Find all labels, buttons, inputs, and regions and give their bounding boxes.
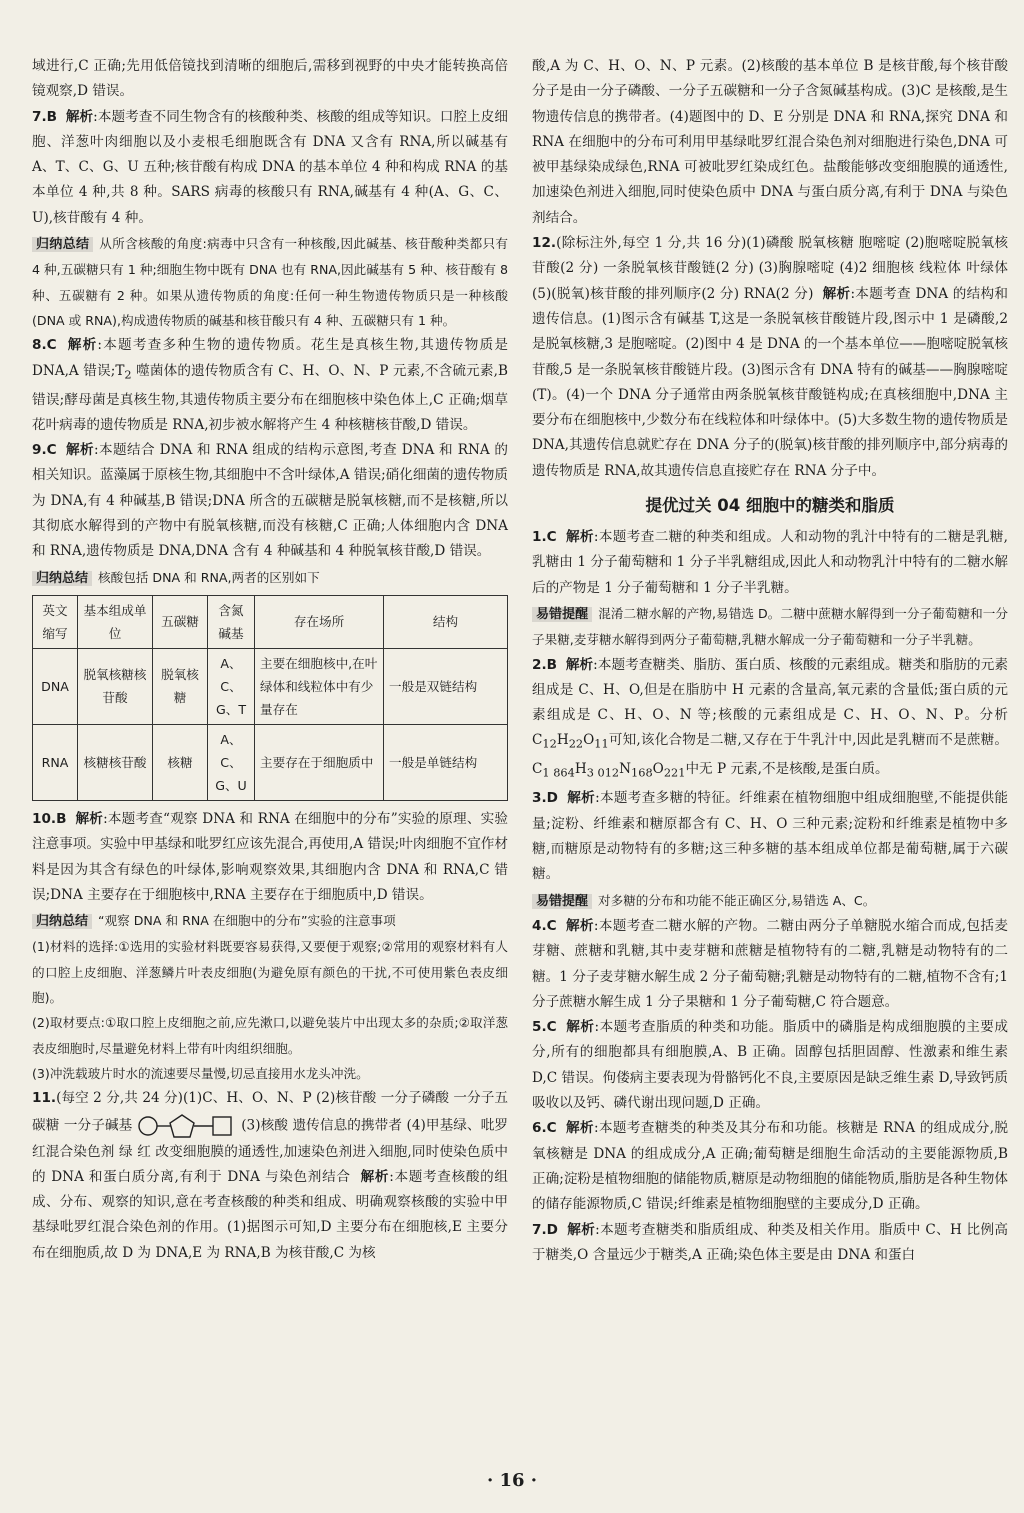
- analysis-label: 解析: [360, 1168, 390, 1185]
- answer-letter: B: [56, 810, 67, 827]
- analysis-label: 解析: [565, 529, 594, 546]
- subscript: 168: [631, 766, 653, 781]
- answer-r6: [532, 1116, 1008, 1217]
- formula-part: O: [652, 761, 664, 778]
- error-tip-2: [532, 888, 1008, 914]
- table-cell: A、C、G、T: [208, 648, 255, 724]
- table-row: [33, 724, 508, 800]
- question-number: 2.: [532, 656, 547, 673]
- answer-letter: C: [46, 337, 57, 354]
- right-continued-text: 酸,A 为 C、H、O、N、P 元素。(2)核酸的基本单位 B 是核苷酸,每个核苷酸分子是由一分子磷酸、一分子五碳糖和一分子含氮碱基构成。(3)C 是核酸,是生物遗传信息的携带者。(4)题图中的 D、E 分别是 DNA 和 RNA,探究 DNA 和 RNA 在细胞中的分布可利用甲基绿吡罗红混合染色剂对细胞进行染色,DNA 可被甲基绿染成绿色,RNA 可被吡罗红染成红色。盐酸能够改变细胞膜的通透性,加速染色剂进入细胞,同时使染色质中 DNA 与蛋白质分离,有利于 DNA 与染色剂结合。: [532, 58, 1008, 226]
- analysis-label: 解析: [565, 656, 594, 673]
- formula-part: H: [574, 761, 587, 778]
- analysis-text: :本题结合 DNA 和 RNA 组成的结构示意图,考查 DNA 和 RNA 的相关知识。蓝藻属于原核生物,其细胞中不含叶绿体,A 错误;硝化细菌的遗传物质为 DNA,有 4 种碱基,B 错误;DNA 所含的五碳糖是脱氧核糖,而不是核糖,所以其彻底水解得到的产物中有脱氧核糖,而没有核糖,C 正确;人体细胞内含 DNA 和 RNA,遗传物质是 DNA,DNA 含有 4 种碱基和 4 种脱氧核苷酸,D 错误。: [32, 442, 508, 560]
- left-column: [32, 54, 508, 1266]
- question-number: 3.: [532, 790, 547, 807]
- analysis-label: 解析: [75, 810, 104, 827]
- question-number: 7.: [532, 1221, 547, 1238]
- answer-8: [32, 333, 508, 438]
- answer-r7: [532, 1218, 1008, 1269]
- subscript: 2: [124, 367, 132, 382]
- table-header: 结构: [384, 595, 508, 648]
- analysis-text: :本题考查多糖的特征。纤维素在植物细胞中组成细胞壁,不能提供能量;淀粉、纤维素和糖原都含有 C、H、O 三种元素;淀粉和纤维素是植物中多糖,而糖原是动物特有的多糖;这三种多糖的基本组成单位都是葡萄糖,属于六碳糖。: [532, 790, 1008, 883]
- error-tip-tag: 易错提醒: [532, 894, 592, 909]
- note-item-2: (2)取材要点:①取口腔上皮细胞之前,应先漱口,以避免装片中出现太多的杂质;②取洋葱表皮细胞时,尽量避免材料上带有叶肉组织细胞。: [32, 1015, 508, 1056]
- question-number: 8.: [32, 337, 47, 354]
- note-item-1: (1)材料的选择:①选用的实验材料既要容易获得,又要便于观察;②常用的观察材料有人的口腔上皮细胞、洋葱鳞片叶表皮细胞(为避免原有颜色的干扰,不可使用紫色表皮细胞)。: [32, 939, 508, 1006]
- answer-r4: [532, 914, 1008, 1015]
- summary-box-1: [32, 231, 508, 333]
- answer-text: (每空 2 分,共 24 分)(1)C、H、O、N、P (2)核苷酸 一分子磷酸 一分子五碳糖 一分子碱基: [32, 1090, 508, 1134]
- note-item-3: (3)冲洗载玻片时水的流速要尽量慢,切忌直接用水龙头冲洗。: [32, 1065, 369, 1081]
- question-number: 7.: [32, 108, 47, 125]
- analysis-label: 解析: [567, 1221, 596, 1238]
- analysis-text: :本题考查二糖的种类和组成。人和动物的乳汁中特有的二糖是乳糖,乳糖由 1 分子葡萄糖和 1 分子半乳糖组成,因此人和动物乳汁中特有的二糖水解后的产物是 1 分子葡萄糖和 1 分子半乳糖。: [532, 529, 1008, 596]
- subscript: 12: [542, 737, 557, 752]
- answer-r2: [532, 653, 1008, 787]
- analysis-text: :本题考查脂质的种类和功能。脂质中的磷脂是构成细胞膜的主要成分,所有的细胞都具有细胞膜,A、B 正确。固醇包括胆固醇、性激素和维生素 D,C 错误。佝偻病主要表现为骨骼钙化不良,主要原因是缺乏维生素 D,导致钙质吸收以及钙、磷代谢出现问题,D 正确。: [532, 1019, 1009, 1112]
- subscript: 22: [568, 737, 584, 752]
- question-number: 1.: [532, 529, 547, 546]
- answer-text: (除标注外,每空 1 分,共 16 分)(1)磷酸 脱氧核糖 胞嘧啶 (2)胞嘧啶脱氧核苷酸(2 分) 一条脱氧核苷酸链(2 分) (3)胸腺嘧啶 (4)2 细胞核 线粒体 叶绿体 (5)(脱氧)核苷酸的排列顺序(2 分) RNA(2 分): [532, 235, 1008, 302]
- analysis-text: :本题考查糖类和脂质组成、种类及相关作用。脂质中 C、H 比例高于糖类,O 含量远少于糖类,A 正确;染色体主要是由 DNA 和蛋白: [532, 1221, 1009, 1263]
- table-cell: 一般是双链结构: [384, 648, 508, 724]
- pentose-pentagon: [170, 1115, 194, 1137]
- phosphate-circle: [139, 1117, 157, 1135]
- subscript: 3 012: [586, 766, 620, 781]
- analysis-label: 解析: [567, 790, 596, 807]
- answer-9: [32, 438, 508, 564]
- table-cell: DNA: [33, 648, 78, 724]
- answer-letter: C: [546, 1019, 557, 1036]
- analysis-label: 解析: [822, 285, 851, 302]
- analysis-label: 解析: [566, 1019, 595, 1036]
- answer-letter: C: [546, 529, 557, 546]
- question-number: 12.: [532, 235, 557, 252]
- analysis-text: :本题考查糖类的种类及其分布和功能。核糖是 RNA 的组成成分,脱氧核糖是 DNA 的组成成分,A 正确;葡萄糖是细胞生命活动的主要能源物质,B 正确;淀粉是植物细胞的储能物质,糖原是动物细胞的储能物质,脂肪是各种生物体的储存能源物质,C 错误;纤维素是植物细胞壁的主要成分,D 正确。: [532, 1120, 1008, 1213]
- summary-box-2: [32, 565, 508, 591]
- formula-part: H: [556, 732, 569, 749]
- analysis-label: 解析: [65, 108, 94, 125]
- analysis-label: 解析: [565, 917, 594, 934]
- answer-12: [532, 231, 1008, 484]
- analysis-label: 解析: [566, 1120, 594, 1137]
- table-header: 五碳糖: [153, 595, 208, 648]
- base-square: [213, 1117, 231, 1135]
- table-cell: 脱氧核糖核苷酸: [78, 648, 153, 724]
- table-cell: A、C、G、U: [208, 724, 255, 800]
- answer-r1: [532, 525, 1008, 601]
- summary-box-3: [32, 908, 508, 934]
- question-number: 4.: [532, 917, 547, 934]
- analysis-text: :本题考查不同生物含有的核酸种类、核酸的组成等知识。口腔上皮细胞、洋葱叶肉细胞以及小麦根毛细胞既含有 DNA 又含有 RNA,所以碱基有 A、T、C、G、U 五种;核苷酸有构成 DNA 的基本单位 4 种和构成 RNA 的基本单位 4 种,共 8 种。SARS 病毒的核酸只有 RNA,碱基有 4 种(A、G、C、U),核苷酸有 4 种。: [32, 108, 509, 226]
- section-title: 提优过关 04 细胞中的糖类和脂质: [645, 496, 895, 516]
- error-tip-tag: 易错提醒: [532, 607, 592, 622]
- error-tip-1: [532, 601, 1008, 653]
- table-header: 英文缩写: [33, 595, 78, 648]
- question-number: 5.: [532, 1019, 547, 1036]
- analysis-label: 解析: [66, 442, 95, 459]
- formula-part: N: [619, 761, 632, 778]
- subscript: 221: [663, 766, 686, 781]
- summary-tag: 归纳总结: [32, 914, 92, 929]
- dna-rna-table: [32, 595, 508, 801]
- table-header-row: [33, 595, 508, 648]
- analysis-text-end: 中无 P 元素,不是核酸,是蛋白质。: [685, 761, 889, 778]
- answer-10: [32, 807, 508, 908]
- answer-letter: B: [46, 108, 57, 125]
- table-cell: RNA: [33, 724, 78, 800]
- table-header: 含氮碱基: [208, 595, 255, 648]
- error-tip-text: 混淆二糖水解的产物,易错选 D。二糖中蔗糖水解得到一分子葡萄糖和一分子果糖,麦芽糖水解得到两分子葡萄糖,乳糖水解成一分子葡萄糖和一分子半乳糖。: [532, 605, 1008, 648]
- table-row: [33, 648, 508, 724]
- answer-letter: B: [546, 656, 557, 673]
- question-number: 6.: [532, 1120, 547, 1137]
- error-tip-text: 对多糖的分布和功能不能正确区分,易错选 A、C。: [598, 892, 876, 908]
- table-cell: 主要存在于细胞质中: [255, 724, 384, 800]
- summary-text: “观察 DNA 和 RNA 在细胞中的分布”实验的注意事项: [98, 913, 396, 929]
- table-header: 存在场所: [255, 595, 384, 648]
- question-number: 11.: [32, 1090, 57, 1107]
- answer-letter: C: [546, 917, 557, 934]
- page-number: · 16 ·: [486, 1470, 538, 1491]
- summary-tag: 归纳总结: [32, 571, 92, 586]
- analysis-text: :本题考查“观察 DNA 和 RNA 在细胞中的分布”实验的原理、实验注意事项。实验中甲基绿和吡罗红应该先混合,再使用,A 错误;叶肉细胞不宜作材料是因为其含有绿色的叶绿体,影响观察效果,其细胞内含 DNA 和 RNA,C 错误;DNA 主要存在于细胞核中,RNA 主要存在于细胞质中,D 错误。: [32, 810, 509, 903]
- subscript: 11: [594, 737, 609, 752]
- analysis-text: :本题考查二糖水解的产物。二糖由两分子单糖脱水缩合而成,包括麦芽糖、蔗糖和乳糖,其中麦芽糖和蔗糖是植物特有的二糖,乳糖是动物特有的二糖。1 分子麦芽糖水解生成 2 分子葡萄糖;乳糖是动物特有的二糖,植物不含有;1 分子蔗糖水解生成 1 分子果糖和 1 分子葡萄糖,C 符合题意。: [532, 917, 1008, 1010]
- table-cell: 核糖: [153, 724, 208, 800]
- answer-letter: D: [546, 1221, 558, 1238]
- answer-r3: [532, 786, 1008, 887]
- table-cell: 脱氧核糖: [153, 648, 208, 724]
- nucleotide-diagram: [137, 1112, 237, 1140]
- answer-letter: C: [46, 442, 57, 459]
- analysis-text: :本题考查糖类、脂肪、蛋白质、核酸的元素组成。糖类和脂肪的元素组成是 C、H、O,但是在脂肪中 H 元素的含量高,氧元素的含量低;蛋白质的元素组成是 C、H、O、N 等;核酸的元素组成是 C、H、O、N、P。分析 C: [532, 656, 1009, 749]
- analysis-label: 解析: [67, 337, 98, 354]
- answer-r5: [532, 1015, 1008, 1116]
- answer-letter: D: [546, 790, 558, 807]
- answer-letter: C: [546, 1120, 557, 1137]
- left-continued-text: 域进行,C 正确;先用低倍镜找到清晰的细胞后,需移到视野的中央才能转换高倍镜观察,D 错误。: [32, 58, 508, 100]
- analysis-text-cont: 噬菌体的遗传物质含有 C、H、O、N、P 元素,不含硫元素,B 错误;酵母菌是真核生物,其遗传物质主要分布在细胞核中染色体上,C 正确;烟草花叶病毒的遗传物质是 RNA,初步被水解将产生 4 种核糖核苷酸,D 错误。: [32, 362, 508, 433]
- table-cell: 一般是单链结构: [384, 724, 508, 800]
- analysis-text: :本题考查核酸的组成、分布、观察的知识,意在考查核酸的种类和组成、明确观察核酸的实验中甲基绿吡罗红混合染色剂的作用。(1)据图示可知,D 主要分布在细胞核,E 主要分布在细胞质,故 D 为 DNA,E 为 RNA,B 为核苷酸,C 为核: [32, 1168, 508, 1261]
- analysis-text-cont: 可知,该化合物是二糖,又存在于牛乳汁中,因此是乳糖而不是蔗糖。C: [532, 732, 1008, 778]
- formula-part: O: [583, 732, 595, 749]
- question-number: 10.: [32, 810, 57, 827]
- subscript: 1 864: [542, 766, 575, 781]
- answer-11: [32, 1086, 508, 1266]
- table-cell: 核糖核苷酸: [78, 724, 153, 800]
- right-column: [532, 54, 1008, 1268]
- analysis-text: :本题考查 DNA 的结构和遗传信息。(1)图示含有碱基 T,这是一条脱氧核苷酸链片段,图示中 1 是磷酸,2 是脱氧核糖,3 是胞嘧啶。(2)图中 4 是 DNA 的一个基本单位——胞嘧啶脱氧核苷酸,5 是一条脱氧核苷酸链片段。(3)图示含有 DNA 特有的碱基——胸腺嘧啶(T)。(4)一个 DNA 分子通常由两条脱氧核苷酸链构成;在真核细胞中,DNA 主要分布在细胞核中,少数分布在线粒体和叶绿体中。(5)大多数生物的遗传物质是 DNA,其遗传信息就贮存在 DNA 分子的(脱氧)核苷酸的排列顺序中,部分病毒的遗传物质是 RNA,故其遗传信息直接贮存在 RNA 分子中。: [532, 285, 1008, 479]
- summary-text: 核酸包括 DNA 和 RNA,两者的区别如下: [98, 569, 320, 585]
- summary-text: 从所含核酸的角度:病毒中只含有一种核酸,因此碱基、核苷酸种类都只有 4 种,五碳糖只有 1 种;细胞生物中既有 DNA 也有 RNA,因此碱基有 5 种、核苷酸有 8 种、五碳糖有 2 种。如果从遗传物质的角度:任何一种生物遗传物质只是一种核酸(DNA 或 RNA),构成遗传物质的碱基和核苷酸只有 4 种、五碳糖只有 1 种。: [32, 236, 508, 328]
- question-number: 9.: [32, 442, 47, 459]
- answer-7: [32, 105, 508, 231]
- table-cell: 主要在细胞核中,在叶绿体和线粒体中有少量存在: [255, 648, 384, 724]
- summary-tag: 归纳总结: [32, 237, 93, 252]
- answer-text-cont: (3)核酸 遗传信息的携带者 (4)甲基绿、吡罗红混合染色剂 绿 红 改变细胞膜的通透性,加速染色剂进入细胞,同时使染色质中的 DNA 和蛋白质分离,有利于 DNA 与染色剂结合: [32, 1117, 509, 1185]
- table-header: 基本组成单位: [78, 595, 153, 648]
- analysis-text: :本题考查多种生物的遗传物质。花生是真核生物,其遗传物质是 DNA,A 错误;T: [32, 337, 508, 379]
